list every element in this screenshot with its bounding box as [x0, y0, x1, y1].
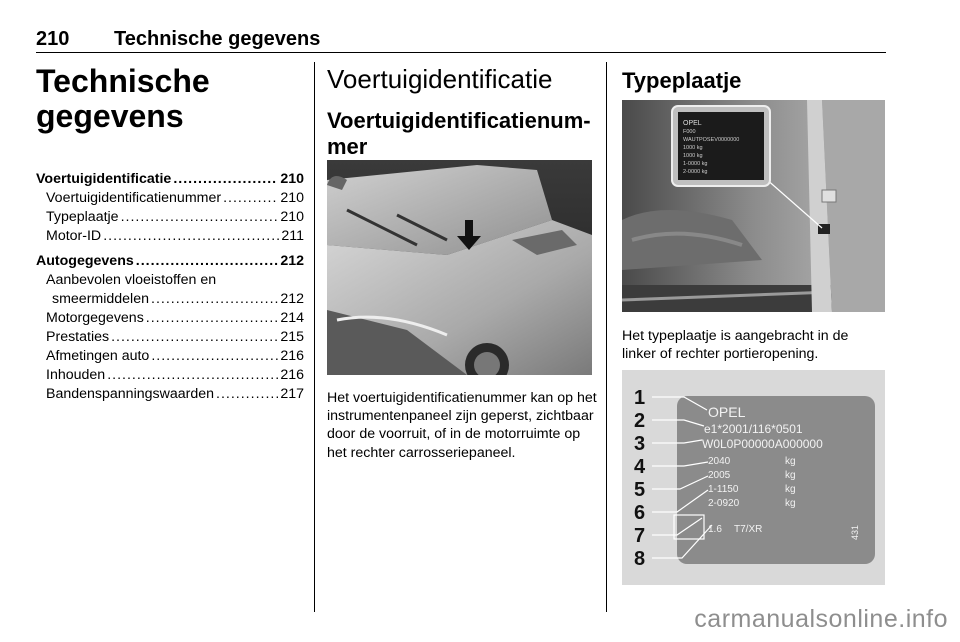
toc-entry[interactable]: Motor-ID ..... 211 — [36, 227, 304, 246]
toc-entry[interactable]: Inhouden ..... 216 — [36, 366, 304, 385]
page-header — [36, 28, 886, 53]
callout-number: 5 — [634, 479, 646, 501]
callout-number: 7 — [634, 525, 646, 547]
typeplate-description: Het typeplaatje is aangebracht in de linker of rechter portieropening. — [622, 328, 849, 363]
photo-plate-line: F000 — [683, 129, 696, 135]
typeplate-diagram — [622, 370, 885, 585]
toc-entry[interactable]: Prestaties ..... 215 — [36, 328, 304, 347]
photo-plate-line: 2-0000 kg — [683, 169, 708, 175]
toc-entry[interactable]: Autogegevens ..... 212 — [36, 252, 304, 271]
plate-weight: 1-1150 — [708, 484, 739, 495]
column-divider — [314, 62, 315, 612]
plate-weight: 2-0920 — [708, 498, 740, 509]
plate-weight: 2005 — [708, 470, 731, 481]
callout-number: 6 — [634, 502, 646, 524]
callout-number: 4 — [634, 456, 646, 478]
chapter-title: Technische gegevens — [36, 63, 210, 134]
callout-number: 3 — [634, 433, 646, 455]
watermark: carmanualsonline.info — [694, 605, 948, 633]
toc-entry[interactable]: Voertuigidentificatienummer ..... 210 — [36, 189, 304, 208]
toc-entry-line[interactable]: Aanbevolen vloeistoffen en — [46, 272, 217, 288]
photo-plate-line: 1-0000 kg — [683, 161, 708, 167]
callout-number: 2 — [634, 410, 646, 432]
plate-extra: 1.6 — [708, 524, 722, 535]
typeplate-title: Typeplaatje — [622, 68, 742, 93]
toc-entry[interactable]: Voertuigidentificatie ..... 210 — [36, 170, 304, 189]
page-number: 210 — [36, 28, 70, 50]
toc-entry[interactable]: Typeplaatje ..... 210 — [36, 208, 304, 227]
callout-number: 1 — [634, 387, 646, 409]
photo-plate-line: 1000 kg — [683, 145, 703, 151]
car-front-illustration — [327, 160, 592, 375]
toc-entry[interactable]: smeermiddelen ..... 212 — [36, 290, 304, 309]
plate-approval: e1*2001/116*0501 — [704, 422, 803, 436]
header-title: Technische gegevens — [114, 28, 321, 50]
photo-plate-line: WAUTPOSEV0000000 — [683, 137, 740, 143]
photo-plate-brand: OPEL — [683, 120, 702, 127]
photo-plate-line: 1000 kg — [683, 153, 703, 159]
section-subtitle: Voertuigidentificatienum-mer — [327, 108, 591, 159]
plate-vin: W0L0P00000A000000 — [702, 437, 823, 451]
table-of-contents — [36, 170, 304, 404]
plate-unit: kg — [785, 498, 796, 509]
plate-weight: 2040 — [708, 456, 731, 467]
plate-extra: 431 — [850, 524, 860, 540]
plate-unit: kg — [785, 456, 796, 467]
toc-entry[interactable]: Bandenspanningswaarden ..... 217 — [36, 385, 304, 404]
toc-entry[interactable]: Motorgegevens ..... 214 — [36, 309, 304, 328]
callout-number: 8 — [634, 548, 646, 570]
toc-entry[interactable]: Afmetingen auto ..... 216 — [36, 347, 304, 366]
plate-extra: T7/XR — [734, 524, 763, 535]
section-title: Voertuigidentificatie — [327, 64, 553, 94]
plate-unit: kg — [785, 470, 796, 481]
vin-description: Het voertuigidentificatienummer kan op het instrumentenpaneel zijn geperst, zichtbaar door de voorruit, of in de motorruimte op het rechter carrosseriepaneel. — [327, 390, 597, 461]
plate-unit: kg — [785, 484, 796, 495]
door-pillar-photo — [622, 100, 885, 312]
plate-brand: OPEL — [708, 404, 746, 420]
column-divider — [606, 62, 607, 612]
